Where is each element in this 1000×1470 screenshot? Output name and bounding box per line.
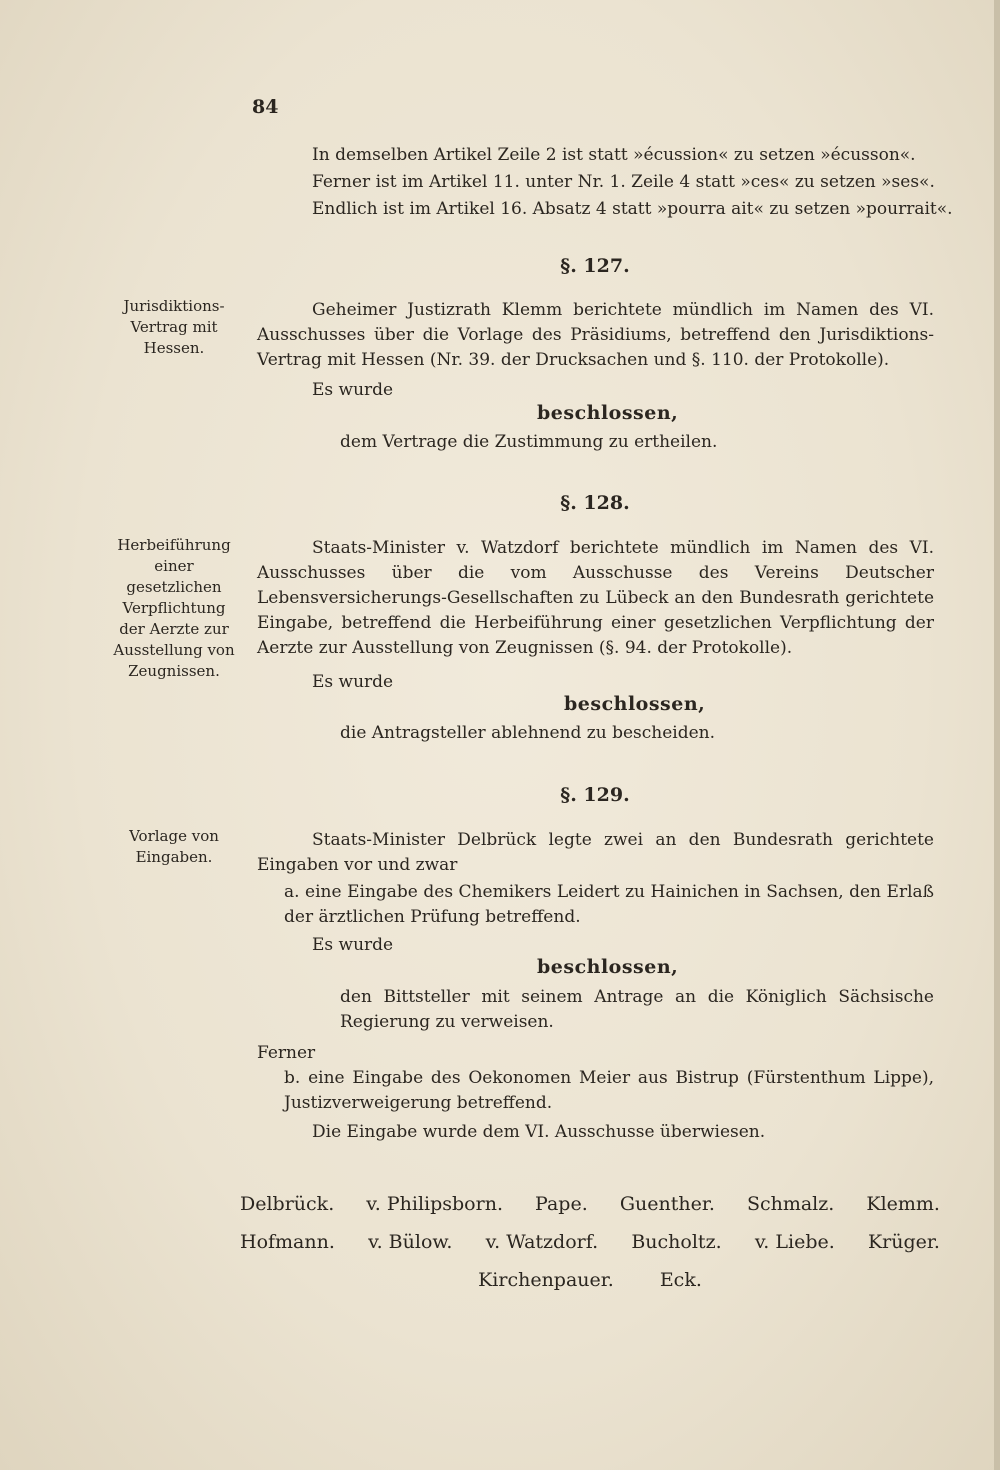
section-128-decision: die Antragsteller ablehnend zu bescheiden. (340, 723, 716, 743)
signature-name: Hofmann. (240, 1231, 335, 1253)
page-number: 84 (252, 96, 279, 118)
intro-line-3: Endlich ist im Artikel 16. Absatz 4 statt »pourra ait« zu setzen »pourrait«. (312, 199, 953, 219)
section-129-item-b: b. eine Eingabe des Oekonomen Meier aus Bistrup (Fürstenthum Lippe), Justizverweigerung betreffend. (284, 1068, 934, 1113)
section-128-margin-note: Herbeiführung einer gesetzlichen Verpflichtung der Aerzte zur Ausstellung von Zeugnissen. (113, 536, 235, 680)
section-129-resolved: beschlossen, (537, 956, 679, 978)
signature-name: Klemm. (866, 1193, 940, 1215)
signature-block (240, 1185, 940, 1299)
page-edge (994, 0, 1000, 1470)
section-129-decision: den Bittsteller mit seinem Antrage an die Königlich Sächsische Regierung zu verweisen. (340, 987, 934, 1032)
signature-row-3 (240, 1261, 940, 1299)
section-127-text: Geheimer Justizrath Klemm berichtete mündlich im Namen des VI. Ausschusses über die Vorlage des Präsidiums, betreffend den Jurisdiktions-Vertrag mit Hessen (Nr. 39. der Drucksachen und §. 110. der Protokolle). (257, 300, 934, 370)
section-127-resolved: beschlossen, (537, 402, 679, 424)
section-127-heading: §. 127. (560, 255, 630, 277)
section-127-es-wurde: Es wurde (312, 380, 394, 400)
signature-row-1 (240, 1185, 940, 1223)
section-129-margin-note: Vorlage von Eingaben. (129, 827, 219, 866)
signature-name: Pape. (535, 1193, 588, 1215)
section-129-heading: §. 129. (560, 784, 630, 806)
section-129-ferner: Ferner (257, 1043, 316, 1063)
section-129-final: Die Eingabe wurde dem VI. Ausschusse überwiesen. (312, 1122, 766, 1142)
intro-line-1: In demselben Artikel Zeile 2 ist statt »écussion« zu setzen »écusson«. (312, 145, 916, 165)
signature-name: Krüger. (867, 1231, 940, 1253)
signature-row-2 (240, 1223, 940, 1261)
section-127-decision: dem Vertrage die Zustimmung zu ertheilen. (340, 432, 718, 452)
section-129-item-a: a. eine Eingabe des Chemikers Leidert zu Hainichen in Sachsen, den Erlaß der ärztlichen Prüfung betreffend. (284, 882, 934, 927)
signature-name: v. Watzdorf. (485, 1231, 599, 1253)
signature-name: v. Philipsborn. (366, 1193, 503, 1215)
section-128-es-wurde: Es wurde (312, 672, 394, 692)
signature-name: Schmalz. (746, 1193, 835, 1215)
section-129-es-wurde: Es wurde (312, 935, 394, 955)
signature-name: v. Liebe. (754, 1231, 835, 1253)
signature-name: Kirchenpauer. (478, 1269, 614, 1291)
section-129-text: Staats-Minister Delbrück legte zwei an den Bundesrath gerichtete Eingaben vor und zwar (257, 830, 934, 875)
section-128-resolved: beschlossen, (564, 693, 706, 715)
section-127-margin-note: Jurisdiktions-Vertrag mit Hessen. (123, 297, 225, 357)
signature-name: v. Bülow. (368, 1231, 453, 1253)
section-128-heading: §. 128. (560, 492, 630, 514)
signature-name: Guenther. (619, 1193, 715, 1215)
signature-name: Eck. (659, 1269, 702, 1291)
signature-name: Bucholtz. (631, 1231, 722, 1253)
intro-line-2: Ferner ist im Artikel 11. unter Nr. 1. Zeile 4 statt »ces« zu setzen »ses«. (312, 172, 935, 192)
section-128-text: Staats-Minister v. Watzdorf berichtete mündlich im Namen des VI. Ausschusses über die vom Ausschusse des Vereins Deutscher Lebensversicherungs-Gesellschaften zu Lübeck an den Bundesrath gerichtete Eingabe, betreffend die Herbeiführung einer gesetzlichen Verpflichtung der Aerzte zur Ausstellung von Zeugnissen (§. 94. der Protokolle). (257, 538, 934, 658)
signature-name: Delbrück. (240, 1193, 335, 1215)
